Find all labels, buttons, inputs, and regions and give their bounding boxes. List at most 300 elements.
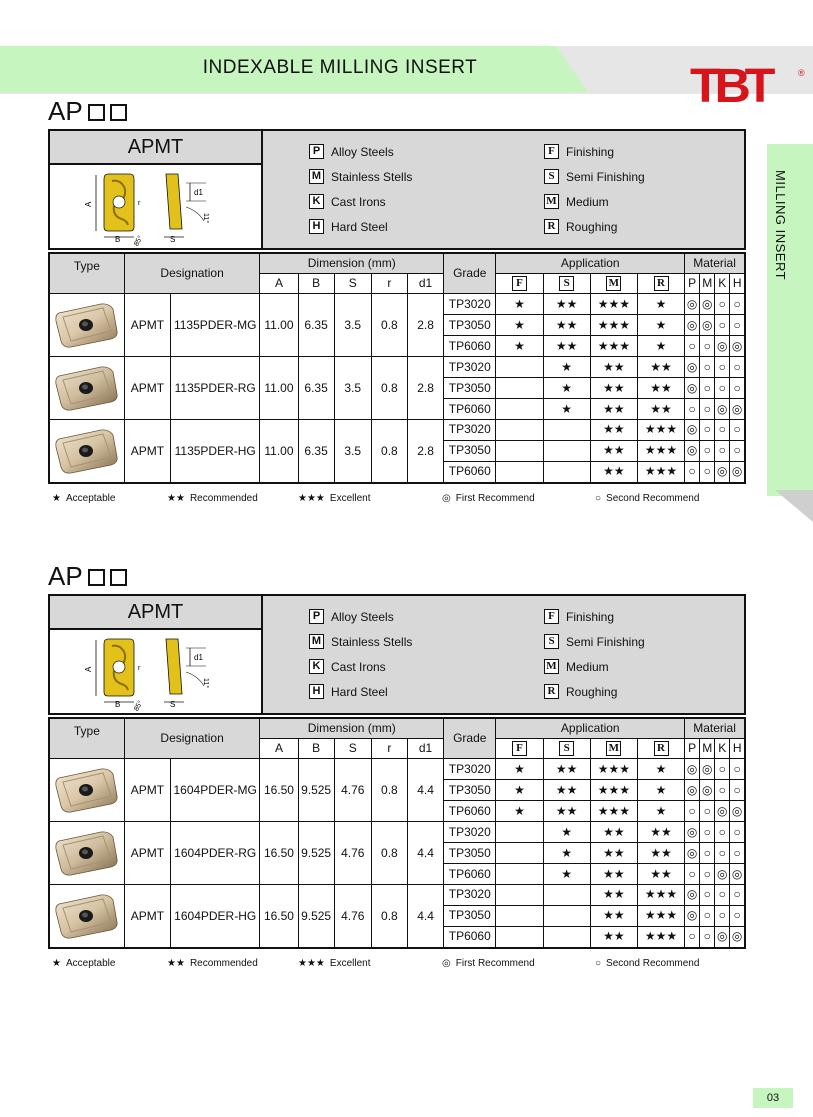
dim-d1-value: 4.4 — [407, 885, 443, 949]
application-legend-item-f — [544, 144, 645, 169]
brand-logo — [690, 60, 805, 113]
legend-label: Stainless Stells — [331, 635, 413, 649]
footnote-symbol: ◎ — [442, 958, 451, 969]
table-row — [49, 294, 745, 315]
legend-label: Alloy Steels — [331, 610, 394, 624]
spec-table — [48, 717, 746, 949]
app-f-rating — [496, 357, 543, 378]
footnote-symbol: ★★ — [167, 493, 185, 504]
legend-label: Hard Steel — [331, 685, 388, 699]
diagram-label-S: S — [170, 700, 176, 709]
mat-h-rating: ○ — [730, 440, 745, 461]
designation-prefix: APMT — [124, 759, 170, 822]
grade-value: TP6060 — [444, 336, 496, 357]
mat-k-rating: ◎ — [715, 864, 730, 885]
mat-h-rating: ◎ — [730, 801, 745, 822]
footnote-recommended — [167, 958, 258, 969]
mat-header-k: K — [715, 739, 730, 759]
dim-b-value: 6.35 — [298, 420, 334, 484]
material-legend-item-k — [309, 659, 412, 684]
dim-s-value: 4.76 — [334, 822, 371, 885]
code-box: R — [544, 219, 559, 234]
app-r-rating: ★★ — [637, 843, 684, 864]
mat-header-p: P — [685, 274, 700, 294]
app-r-rating: ★★ — [637, 357, 684, 378]
material-header: Material — [685, 253, 745, 274]
designation-header: Designation — [124, 253, 260, 294]
app-r-rating: ★★ — [637, 399, 684, 420]
app-r-rating: ★ — [637, 294, 684, 315]
grade-header: Grade — [444, 718, 496, 759]
grade-value: TP3020 — [444, 420, 496, 441]
app-r-rating: ★★★ — [637, 420, 684, 441]
app-m-rating: ★★ — [590, 378, 637, 399]
diagram-label-r: r — [138, 200, 141, 207]
grade-value: TP6060 — [444, 461, 496, 483]
section-title — [48, 561, 127, 591]
footnote-symbol: ★★ — [167, 958, 185, 969]
diagram-label-r: r — [138, 665, 141, 672]
table-row — [49, 357, 745, 378]
series-name: APMT — [50, 131, 261, 165]
app-r-rating: ★★ — [637, 378, 684, 399]
mat-p-rating: ○ — [685, 461, 700, 483]
app-s-rating: ★★ — [543, 294, 590, 315]
dim-header-d1: d1 — [407, 274, 443, 294]
app-header-s — [543, 739, 590, 759]
app-code-box: F — [512, 741, 527, 756]
footnote-excellent — [298, 958, 370, 969]
mat-header-h: H — [730, 739, 745, 759]
material-legend-item-p — [309, 609, 412, 634]
app-f-rating — [496, 843, 543, 864]
app-header-r — [637, 739, 684, 759]
grade-value: TP3020 — [444, 885, 496, 906]
app-s-rating: ★ — [543, 864, 590, 885]
insert-dimension-diagram — [84, 636, 226, 713]
dim-a-value: 11.00 — [260, 357, 298, 420]
dim-header-a: A — [260, 739, 298, 759]
footnote-label: First Recommend — [455, 493, 535, 504]
placeholder-square — [110, 569, 127, 586]
dim-header-s: S — [334, 274, 371, 294]
app-r-rating: ★ — [637, 315, 684, 336]
mat-k-rating: ○ — [715, 420, 730, 441]
footnote-symbol: ○ — [595, 493, 602, 504]
dim-d1-value: 2.8 — [407, 357, 443, 420]
mat-k-rating: ◎ — [715, 926, 730, 948]
app-s-rating: ★★ — [543, 336, 590, 357]
dim-d1-value: 4.4 — [407, 759, 443, 822]
app-m-rating: ★★ — [590, 905, 637, 926]
diagram-label-angle2: 85° — [133, 699, 145, 713]
mat-p-rating: ◎ — [685, 440, 700, 461]
mat-m-rating: ◎ — [700, 294, 715, 315]
grade-value: TP3050 — [444, 315, 496, 336]
code-box: M — [309, 169, 324, 184]
app-r-rating: ★★★ — [637, 885, 684, 906]
mat-m-rating: ○ — [700, 822, 715, 843]
diagram-label-angle1: 11° — [202, 678, 209, 689]
mat-m-rating: ○ — [700, 357, 715, 378]
app-s-rating: ★★ — [543, 801, 590, 822]
dim-s-value: 3.5 — [334, 420, 371, 484]
mat-k-rating: ◎ — [715, 801, 730, 822]
side-tab-label: MILLING INSERT — [773, 170, 788, 281]
code-box: H — [309, 219, 324, 234]
app-r-rating: ★★★ — [637, 905, 684, 926]
mat-h-rating: ◎ — [730, 864, 745, 885]
material-legend-item-p — [309, 144, 412, 169]
diagram-label-A: A — [84, 201, 93, 207]
mat-h-rating: ○ — [730, 780, 745, 801]
info-left-panel — [50, 131, 263, 248]
legend-label: Semi Finishing — [566, 635, 645, 649]
legend-label: Finishing — [566, 610, 615, 624]
app-r-rating: ★ — [637, 336, 684, 357]
dim-header-a: A — [260, 274, 298, 294]
mat-header-m: M — [700, 274, 715, 294]
dim-d1-value: 2.8 — [407, 420, 443, 484]
diagram-label-angle1: 11° — [202, 213, 209, 224]
designation-prefix: APMT — [124, 420, 170, 484]
mat-k-rating: ○ — [715, 357, 730, 378]
grade-value: TP3050 — [444, 843, 496, 864]
diagram-label-d1: d1 — [194, 188, 203, 197]
mat-h-rating: ◎ — [730, 926, 745, 948]
material-header: Material — [685, 718, 745, 739]
grade-value: TP6060 — [444, 801, 496, 822]
insert-photo — [53, 766, 121, 814]
placeholder-square — [110, 104, 127, 121]
mat-k-rating: ○ — [715, 885, 730, 906]
app-s-rating: ★ — [543, 399, 590, 420]
app-r-rating: ★ — [637, 801, 684, 822]
app-f-rating — [496, 378, 543, 399]
insert-photo — [53, 427, 121, 475]
legend-label: Alloy Steels — [331, 145, 394, 159]
grade-value: TP3050 — [444, 378, 496, 399]
footnote-label: First Recommend — [455, 958, 535, 969]
app-m-rating: ★★★ — [590, 801, 637, 822]
mat-header-h: H — [730, 274, 745, 294]
dim-header-r: r — [371, 274, 407, 294]
insert-photo — [53, 829, 121, 877]
app-f-rating — [496, 399, 543, 420]
app-code-box: S — [559, 741, 574, 756]
mat-p-rating: ◎ — [685, 905, 700, 926]
dim-b-value: 6.35 — [298, 357, 334, 420]
grade-value: TP3020 — [444, 294, 496, 315]
diagram-label-B: B — [115, 235, 121, 244]
app-f-rating — [496, 822, 543, 843]
app-m-rating: ★★★ — [590, 336, 637, 357]
type-header: Type — [49, 718, 124, 759]
mat-k-rating: ○ — [715, 315, 730, 336]
insert-image-cell — [49, 420, 124, 484]
footnote-excellent — [298, 493, 370, 504]
footnote-second-recommend — [595, 493, 699, 504]
mat-p-rating: ○ — [685, 336, 700, 357]
series-name: APMT — [50, 596, 261, 630]
legend-label: Roughing — [566, 220, 618, 234]
mat-p-rating: ◎ — [685, 759, 700, 780]
app-f-rating: ★ — [496, 780, 543, 801]
app-s-rating — [543, 926, 590, 948]
designation-prefix: APMT — [124, 294, 170, 357]
app-f-rating — [496, 420, 543, 441]
material-legend-item-m — [309, 634, 412, 659]
mat-p-rating: ◎ — [685, 420, 700, 441]
mat-p-rating: ○ — [685, 399, 700, 420]
mat-p-rating: ○ — [685, 864, 700, 885]
designation-prefix: APMT — [124, 822, 170, 885]
material-legend-item-k — [309, 194, 412, 219]
app-code-box: M — [606, 276, 621, 291]
dim-header-r: r — [371, 739, 407, 759]
mat-p-rating: ◎ — [685, 780, 700, 801]
app-f-rating: ★ — [496, 336, 543, 357]
mat-header-k: K — [715, 274, 730, 294]
app-r-rating: ★★ — [637, 822, 684, 843]
footnote-acceptable — [52, 958, 115, 969]
mat-h-rating: ○ — [730, 885, 745, 906]
mat-h-rating: ○ — [730, 378, 745, 399]
mat-m-rating: ○ — [700, 461, 715, 483]
app-m-rating: ★★★ — [590, 780, 637, 801]
mat-m-rating: ○ — [700, 801, 715, 822]
info-box — [48, 594, 746, 715]
app-code-box: F — [512, 276, 527, 291]
insert-photo — [53, 364, 121, 412]
code-box: M — [544, 659, 559, 674]
page-number: 03 — [753, 1088, 793, 1108]
placeholder-square — [88, 569, 105, 586]
table-row — [49, 822, 745, 843]
app-s-rating — [543, 420, 590, 441]
legend-label: Stainless Stells — [331, 170, 413, 184]
mat-k-rating: ◎ — [715, 461, 730, 483]
footnote-label: Excellent — [329, 493, 371, 504]
placeholder-square — [88, 104, 105, 121]
info-box — [48, 129, 746, 250]
app-m-rating: ★★ — [590, 440, 637, 461]
spec-table — [48, 252, 746, 484]
mat-p-rating: ◎ — [685, 378, 700, 399]
application-legend — [544, 144, 645, 244]
footnote-symbol: ○ — [595, 958, 602, 969]
application-legend-item-r — [544, 219, 645, 244]
footnote-label: Excellent — [329, 958, 371, 969]
app-code-box: R — [654, 741, 669, 756]
app-header-f — [496, 739, 543, 759]
app-f-rating — [496, 885, 543, 906]
grade-value: TP3020 — [444, 357, 496, 378]
insert-image-cell — [49, 822, 124, 885]
mat-m-rating: ◎ — [700, 759, 715, 780]
code-box: F — [544, 609, 559, 624]
app-m-rating: ★★ — [590, 399, 637, 420]
dim-d1-value: 4.4 — [407, 822, 443, 885]
diagram-label-angle2: 85° — [133, 234, 145, 248]
insert-photo — [53, 892, 121, 940]
application-legend-item-s — [544, 169, 645, 194]
grade-value: TP3050 — [444, 905, 496, 926]
app-m-rating: ★★★ — [590, 294, 637, 315]
mat-m-rating: ○ — [700, 336, 715, 357]
mat-m-rating: ○ — [700, 843, 715, 864]
mat-p-rating: ◎ — [685, 294, 700, 315]
dim-r-value: 0.8 — [371, 885, 407, 949]
type-header: Type — [49, 253, 124, 294]
app-f-rating: ★ — [496, 294, 543, 315]
footnote-recommended — [167, 493, 258, 504]
footnote-label: Acceptable — [65, 958, 116, 969]
app-f-rating: ★ — [496, 801, 543, 822]
section-title-text: AP — [48, 561, 83, 591]
dim-r-value: 0.8 — [371, 420, 407, 484]
designation-model: 1604PDER-RG — [171, 822, 260, 885]
dim-r-value: 0.8 — [371, 822, 407, 885]
dim-a-value: 16.50 — [260, 759, 298, 822]
mat-m-rating: ○ — [700, 399, 715, 420]
code-box: P — [309, 609, 324, 624]
app-r-rating: ★★ — [637, 864, 684, 885]
application-legend-item-s — [544, 634, 645, 659]
code-box: K — [309, 194, 324, 209]
mat-h-rating: ○ — [730, 759, 745, 780]
mat-p-rating: ○ — [685, 926, 700, 948]
mat-k-rating: ○ — [715, 294, 730, 315]
page-title: INDEXABLE MILLING INSERT — [202, 57, 478, 78]
app-header-f — [496, 274, 543, 294]
app-s-rating — [543, 461, 590, 483]
app-s-rating — [543, 440, 590, 461]
mat-header-p: P — [685, 739, 700, 759]
mat-h-rating: ○ — [730, 822, 745, 843]
app-m-rating: ★★ — [590, 822, 637, 843]
mat-p-rating: ◎ — [685, 843, 700, 864]
dim-a-value: 16.50 — [260, 885, 298, 949]
dim-s-value: 4.76 — [334, 885, 371, 949]
diagram-label-S: S — [170, 235, 176, 244]
mat-p-rating: ○ — [685, 801, 700, 822]
dim-s-value: 4.76 — [334, 759, 371, 822]
app-header-r — [637, 274, 684, 294]
footnote-symbol: ★★★ — [298, 958, 325, 969]
grade-value: TP6060 — [444, 399, 496, 420]
material-legend-item-h — [309, 219, 412, 244]
app-f-rating: ★ — [496, 315, 543, 336]
mat-h-rating: ◎ — [730, 399, 745, 420]
insert-dimension-diagram — [84, 171, 226, 248]
app-s-rating: ★★ — [543, 780, 590, 801]
dim-r-value: 0.8 — [371, 357, 407, 420]
grade-value: TP3020 — [444, 822, 496, 843]
registered-mark: ® — [798, 68, 805, 78]
app-m-rating: ★★ — [590, 885, 637, 906]
mat-m-rating: ○ — [700, 864, 715, 885]
mat-k-rating: ○ — [715, 843, 730, 864]
diagram-label-A: A — [84, 666, 93, 672]
code-box: F — [544, 144, 559, 159]
grade-value: TP6060 — [444, 864, 496, 885]
app-f-rating — [496, 864, 543, 885]
application-legend-item-m — [544, 659, 645, 684]
dim-a-value: 11.00 — [260, 294, 298, 357]
mat-h-rating: ○ — [730, 294, 745, 315]
mat-m-rating: ○ — [700, 905, 715, 926]
diagram-label-B: B — [115, 700, 121, 709]
mat-k-rating: ○ — [715, 905, 730, 926]
footnote-first-recommend — [442, 958, 535, 969]
grade-value: TP3050 — [444, 440, 496, 461]
side-tab-shadow — [775, 490, 813, 522]
dim-d1-value: 2.8 — [407, 294, 443, 357]
mat-p-rating: ◎ — [685, 315, 700, 336]
dim-b-value: 9.525 — [298, 759, 334, 822]
mat-m-rating: ◎ — [700, 780, 715, 801]
grade-value: TP3020 — [444, 759, 496, 780]
footnote-label: Recommended — [189, 493, 258, 504]
mat-k-rating: ◎ — [715, 336, 730, 357]
dim-r-value: 0.8 — [371, 759, 407, 822]
dim-s-value: 3.5 — [334, 294, 371, 357]
table-row — [49, 759, 745, 780]
mat-m-rating: ○ — [700, 378, 715, 399]
app-s-rating: ★ — [543, 843, 590, 864]
section-title-text: AP — [48, 96, 83, 126]
mat-h-rating: ○ — [730, 357, 745, 378]
app-code-box: R — [654, 276, 669, 291]
app-code-box: M — [606, 741, 621, 756]
app-header-m — [590, 274, 637, 294]
legend-label: Medium — [566, 660, 609, 674]
code-box: K — [309, 659, 324, 674]
app-f-rating — [496, 905, 543, 926]
mat-k-rating: ○ — [715, 780, 730, 801]
dim-header-b: B — [298, 274, 334, 294]
app-f-rating — [496, 461, 543, 483]
legend-label: Cast Irons — [331, 195, 386, 209]
app-s-rating: ★★ — [543, 759, 590, 780]
app-s-rating — [543, 905, 590, 926]
mat-h-rating: ◎ — [730, 461, 745, 483]
info-left-panel — [50, 596, 263, 713]
material-legend — [309, 144, 412, 244]
app-m-rating: ★★ — [590, 357, 637, 378]
footnote-label: Second Recommend — [606, 493, 700, 504]
mat-h-rating: ○ — [730, 315, 745, 336]
mat-p-rating: ◎ — [685, 357, 700, 378]
footnote-symbol: ★ — [52, 958, 61, 969]
dim-s-value: 3.5 — [334, 357, 371, 420]
dim-b-value: 6.35 — [298, 294, 334, 357]
legend-label: Hard Steel — [331, 220, 388, 234]
grade-header: Grade — [444, 253, 496, 294]
grade-value: TP6060 — [444, 926, 496, 948]
app-s-rating: ★ — [543, 822, 590, 843]
legend-label: Roughing — [566, 685, 618, 699]
mat-k-rating: ○ — [715, 378, 730, 399]
app-header-m — [590, 739, 637, 759]
application-legend-item-m — [544, 194, 645, 219]
designation-model: 1604PDER-HG — [171, 885, 260, 949]
app-r-rating: ★ — [637, 759, 684, 780]
footnote-symbol: ★ — [52, 493, 61, 504]
mat-k-rating: ◎ — [715, 399, 730, 420]
dim-header-s: S — [334, 739, 371, 759]
